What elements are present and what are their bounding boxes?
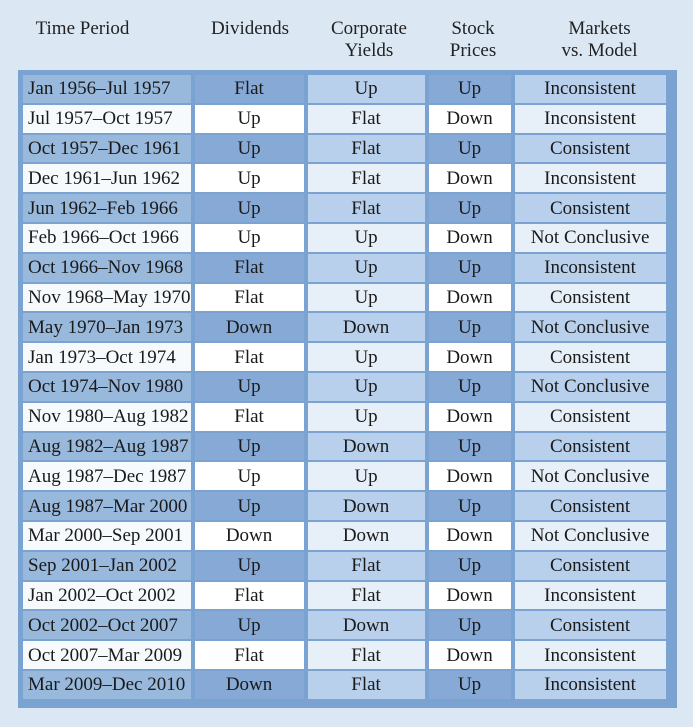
header-label-line2: Yields bbox=[344, 40, 394, 61]
corporate-yields-cell: Down bbox=[308, 611, 425, 639]
dividends-cell: Flat bbox=[195, 641, 304, 669]
corporate-yields-cell: Flat bbox=[308, 135, 425, 163]
header-stock-prices bbox=[431, 18, 515, 62]
dividends-cell: Up bbox=[195, 135, 304, 163]
dividends-cell: Up bbox=[195, 224, 304, 252]
time-period-cell: Mar 2000–Sep 2001 bbox=[23, 522, 191, 550]
data-table bbox=[19, 73, 670, 701]
time-period-cell: Sep 2001–Jan 2002 bbox=[23, 552, 191, 580]
markets-vs-model-cell: Consistent bbox=[515, 492, 666, 520]
markets-vs-model-cell: Consistent bbox=[515, 433, 666, 461]
markets-vs-model-cell: Consistent bbox=[515, 403, 666, 431]
stock-prices-cell: Down bbox=[429, 224, 511, 252]
stock-prices-cell: Down bbox=[429, 164, 511, 192]
table-row bbox=[23, 582, 666, 610]
dividends-cell: Up bbox=[195, 611, 304, 639]
time-period-cell: Dec 1961–Jun 1962 bbox=[23, 164, 191, 192]
dividends-cell: Up bbox=[195, 194, 304, 222]
dividends-cell: Flat bbox=[195, 343, 304, 371]
stock-prices-cell: Up bbox=[429, 671, 511, 699]
table-row bbox=[23, 194, 666, 222]
corporate-yields-cell: Up bbox=[308, 403, 425, 431]
stock-prices-cell: Down bbox=[429, 284, 511, 312]
markets-vs-model-cell: Inconsistent bbox=[515, 75, 666, 103]
markets-vs-model-cell: Not Conclusive bbox=[515, 224, 666, 252]
stock-prices-cell: Up bbox=[429, 492, 511, 520]
dividends-cell: Flat bbox=[195, 403, 304, 431]
corporate-yields-cell: Down bbox=[308, 492, 425, 520]
time-period-cell: Jan 1973–Oct 1974 bbox=[23, 343, 191, 371]
stock-prices-cell: Up bbox=[429, 433, 511, 461]
header-label-line2: Prices bbox=[449, 40, 497, 61]
header-label: Dividends bbox=[210, 18, 290, 39]
table-row bbox=[23, 373, 666, 401]
time-period-cell: Aug 1987–Dec 1987 bbox=[23, 462, 191, 490]
dividends-cell: Down bbox=[195, 313, 304, 341]
markets-vs-model-cell: Inconsistent bbox=[515, 582, 666, 610]
dividends-cell: Flat bbox=[195, 582, 304, 610]
corporate-yields-cell: Flat bbox=[308, 582, 425, 610]
dividends-cell: Up bbox=[195, 105, 304, 133]
markets-vs-model-cell: Inconsistent bbox=[515, 164, 666, 192]
markets-vs-model-cell: Consistent bbox=[515, 194, 666, 222]
markets-vs-model-cell: Not Conclusive bbox=[515, 522, 666, 550]
corporate-yields-cell: Up bbox=[308, 254, 425, 282]
dividends-cell: Flat bbox=[195, 75, 304, 103]
table-body bbox=[23, 75, 666, 699]
time-period-cell: Feb 1966–Oct 1966 bbox=[23, 224, 191, 252]
corporate-yields-cell: Flat bbox=[308, 105, 425, 133]
corporate-yields-cell: Flat bbox=[308, 552, 425, 580]
stock-prices-cell: Up bbox=[429, 552, 511, 580]
stock-prices-cell: Up bbox=[429, 611, 511, 639]
time-period-cell: Jan 1956–Jul 1957 bbox=[23, 75, 191, 103]
corporate-yields-cell: Up bbox=[308, 224, 425, 252]
markets-vs-model-cell: Inconsistent bbox=[515, 641, 666, 669]
time-period-cell: Oct 2007–Mar 2009 bbox=[23, 641, 191, 669]
header-label-line1: Corporate bbox=[331, 18, 407, 39]
markets-vs-model-cell: Consistent bbox=[515, 611, 666, 639]
table-row bbox=[23, 164, 666, 192]
time-period-cell: Aug 1982–Aug 1987 bbox=[23, 433, 191, 461]
stock-prices-cell: Up bbox=[429, 254, 511, 282]
markets-vs-model-cell: Consistent bbox=[515, 343, 666, 371]
corporate-yields-cell: Flat bbox=[308, 164, 425, 192]
dividends-cell: Up bbox=[195, 164, 304, 192]
stock-prices-cell: Down bbox=[429, 582, 511, 610]
dividends-cell: Up bbox=[195, 433, 304, 461]
corporate-yields-cell: Flat bbox=[308, 641, 425, 669]
table-row bbox=[23, 611, 666, 639]
corporate-yields-cell: Down bbox=[308, 522, 425, 550]
corporate-yields-cell: Up bbox=[308, 343, 425, 371]
markets-vs-model-cell: Consistent bbox=[515, 552, 666, 580]
table-row bbox=[23, 75, 666, 103]
corporate-yields-cell: Up bbox=[308, 462, 425, 490]
stock-prices-cell: Up bbox=[429, 194, 511, 222]
markets-vs-model-cell: Inconsistent bbox=[515, 254, 666, 282]
dividends-cell: Down bbox=[195, 671, 304, 699]
stock-prices-cell: Down bbox=[429, 105, 511, 133]
table-row bbox=[23, 671, 666, 699]
header-time-period bbox=[20, 18, 145, 40]
corporate-yields-cell: Down bbox=[308, 433, 425, 461]
table-row bbox=[23, 641, 666, 669]
dividends-cell: Flat bbox=[195, 284, 304, 312]
header-corporate-yields bbox=[310, 18, 428, 62]
markets-vs-model-cell: Not Conclusive bbox=[515, 313, 666, 341]
dividends-cell: Down bbox=[195, 522, 304, 550]
table-header bbox=[0, 0, 693, 70]
table-row bbox=[23, 552, 666, 580]
table-row bbox=[23, 433, 666, 461]
table-row bbox=[23, 492, 666, 520]
table-row bbox=[23, 403, 666, 431]
stock-prices-cell: Down bbox=[429, 522, 511, 550]
header-label: Time Period bbox=[35, 18, 130, 39]
dividends-cell: Up bbox=[195, 462, 304, 490]
corporate-yields-cell: Up bbox=[308, 284, 425, 312]
table-row bbox=[23, 522, 666, 550]
markets-vs-model-cell: Inconsistent bbox=[515, 671, 666, 699]
corporate-yields-cell: Down bbox=[308, 313, 425, 341]
header-markets-vs-model bbox=[522, 18, 677, 62]
dividends-cell: Flat bbox=[195, 254, 304, 282]
dividends-cell: Up bbox=[195, 492, 304, 520]
table-row bbox=[23, 284, 666, 312]
header-dividends bbox=[196, 18, 304, 40]
header-label-line2: vs. Model bbox=[561, 40, 638, 61]
table-row bbox=[23, 135, 666, 163]
corporate-yields-cell: Flat bbox=[308, 194, 425, 222]
markets-vs-model-cell: Consistent bbox=[515, 284, 666, 312]
time-period-cell: Oct 1966–Nov 1968 bbox=[23, 254, 191, 282]
stock-prices-cell: Up bbox=[429, 313, 511, 341]
time-period-cell: May 1970–Jan 1973 bbox=[23, 313, 191, 341]
stock-prices-cell: Down bbox=[429, 641, 511, 669]
table-row bbox=[23, 224, 666, 252]
stock-prices-cell: Down bbox=[429, 462, 511, 490]
markets-vs-model-cell: Not Conclusive bbox=[515, 462, 666, 490]
markets-vs-model-cell: Not Conclusive bbox=[515, 373, 666, 401]
stock-prices-cell: Down bbox=[429, 343, 511, 371]
time-period-cell: Nov 1968–May 1970 bbox=[23, 284, 191, 312]
dividends-cell: Up bbox=[195, 552, 304, 580]
dividends-cell: Up bbox=[195, 373, 304, 401]
table-row bbox=[23, 343, 666, 371]
table-row bbox=[23, 462, 666, 490]
time-period-cell: Jul 1957–Oct 1957 bbox=[23, 105, 191, 133]
corporate-yields-cell: Up bbox=[308, 373, 425, 401]
time-period-cell: Mar 2009–Dec 2010 bbox=[23, 671, 191, 699]
stock-prices-cell: Up bbox=[429, 135, 511, 163]
time-period-cell: Nov 1980–Aug 1982 bbox=[23, 403, 191, 431]
time-period-cell: Oct 1974–Nov 1980 bbox=[23, 373, 191, 401]
time-period-cell: Oct 2002–Oct 2007 bbox=[23, 611, 191, 639]
table-frame bbox=[18, 70, 677, 708]
time-period-cell: Aug 1987–Mar 2000 bbox=[23, 492, 191, 520]
stock-prices-cell: Up bbox=[429, 373, 511, 401]
time-period-cell: Jan 2002–Oct 2002 bbox=[23, 582, 191, 610]
table-row bbox=[23, 313, 666, 341]
table-row bbox=[23, 105, 666, 133]
stock-prices-cell: Down bbox=[429, 403, 511, 431]
markets-vs-model-cell: Inconsistent bbox=[515, 105, 666, 133]
corporate-yields-cell: Up bbox=[308, 75, 425, 103]
time-period-cell: Jun 1962–Feb 1966 bbox=[23, 194, 191, 222]
table-row bbox=[23, 254, 666, 282]
header-label-line1: Markets bbox=[568, 18, 631, 39]
markets-vs-model-cell: Consistent bbox=[515, 135, 666, 163]
time-period-cell: Oct 1957–Dec 1961 bbox=[23, 135, 191, 163]
header-label-line1: Stock bbox=[451, 18, 495, 39]
stock-prices-cell: Up bbox=[429, 75, 511, 103]
corporate-yields-cell: Flat bbox=[308, 671, 425, 699]
